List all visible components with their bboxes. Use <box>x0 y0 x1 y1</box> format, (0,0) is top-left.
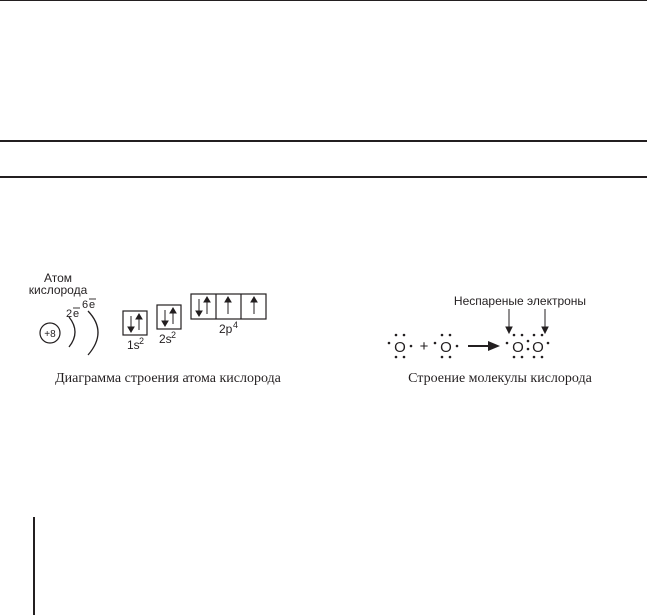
reaction-arrow <box>468 341 500 351</box>
orbital-2p-label: 2p <box>219 322 233 336</box>
shell1-count: 2 <box>66 308 73 320</box>
atom-label-line1: Атом <box>43 271 73 285</box>
shell1-electron-symbol: e <box>73 308 80 320</box>
oxygen-atom-left <box>388 334 413 359</box>
plus-sign: + <box>419 338 429 355</box>
orbital-1s-exponent: 2 <box>139 336 145 346</box>
o2-molecule <box>506 334 550 359</box>
nucleus-charge: +8 <box>44 329 56 340</box>
shell2-count: 6 <box>82 299 89 311</box>
orbital-2s-label: 2s <box>159 332 172 346</box>
molecule-o-second: O <box>532 339 544 356</box>
shell2-electron-symbol: e <box>89 299 96 311</box>
atom-diagram-caption: Диаграмма строения атома кислорода <box>55 371 281 386</box>
molecule-diagram-caption: Строение молекулы кислорода <box>408 371 592 386</box>
molecule-o-first: O <box>512 339 524 356</box>
oxygen-atom-right <box>434 334 459 359</box>
annotation-arrows <box>506 309 548 333</box>
atom-o-right: O <box>440 339 452 356</box>
orbital-1s-label: 1s <box>127 338 140 352</box>
orbital-2p-exponent: 4 <box>233 320 239 330</box>
atom-o-left: O <box>394 339 406 356</box>
atom-label-line2: кислорода <box>28 283 88 297</box>
unpaired-electrons-annotation: Неспареные электроны <box>453 294 587 308</box>
orbital-2s-exponent: 2 <box>171 330 177 340</box>
